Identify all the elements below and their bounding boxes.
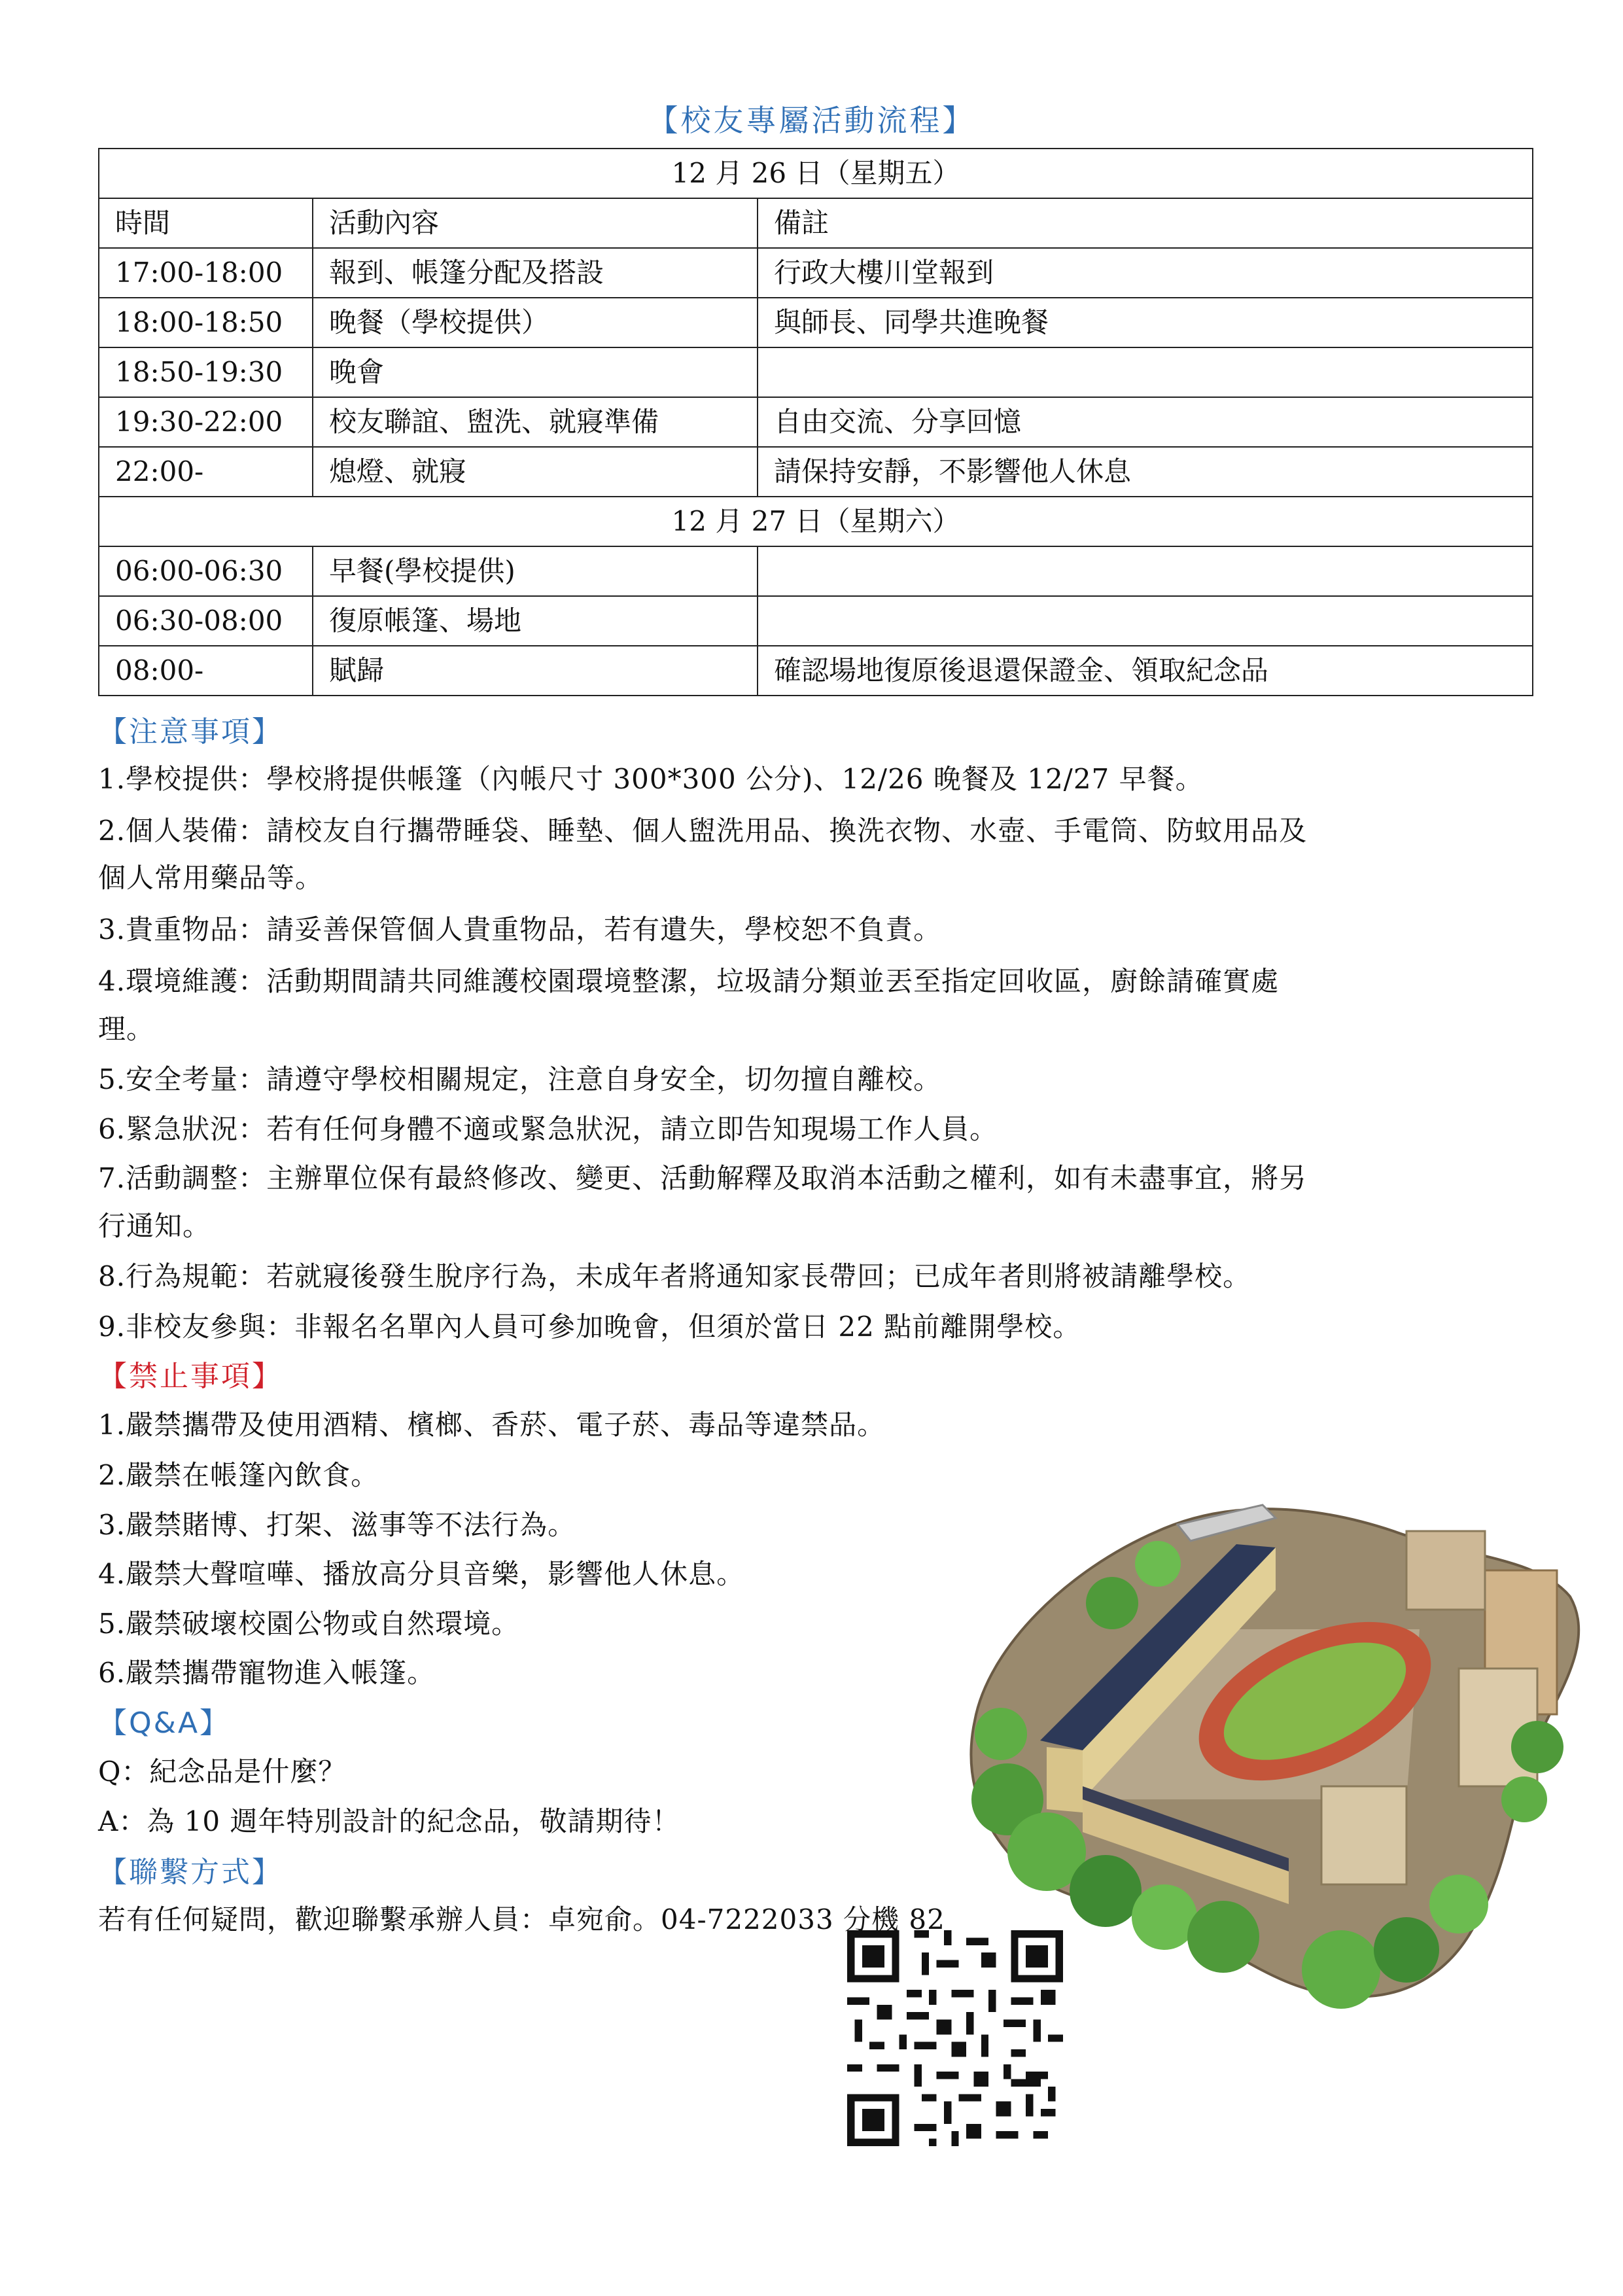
prohibited-line: 2.嚴禁在帳篷內飲食。 bbox=[98, 1459, 379, 1491]
note-cell: 請保持安靜，不影響他人休息 bbox=[758, 447, 1533, 497]
table-row bbox=[99, 546, 1533, 596]
schedule-table bbox=[98, 148, 1533, 696]
time-cell: 18:50-19:30 bbox=[99, 347, 313, 397]
note-cell bbox=[758, 596, 1533, 646]
prohibited-line: 5.嚴禁破壞校園公物或自然環境。 bbox=[98, 1608, 520, 1640]
header-activity: 活動內容 bbox=[313, 198, 758, 248]
note-cell: 與師長、同學共進晚餐 bbox=[758, 298, 1533, 347]
time-cell: 22:00- bbox=[99, 447, 313, 497]
note-line: 5.安全考量：請遵守學校相關規定，注意自身安全，切勿擅自離校。 bbox=[98, 1063, 942, 1095]
note-cell bbox=[758, 347, 1533, 397]
activity-cell: 賦歸 bbox=[313, 646, 758, 696]
note-line: 理。 bbox=[98, 1013, 155, 1045]
contact-text: 若有任何疑問，歡迎聯繫承辦人員：卓宛俞。04-7222033 分機 82 bbox=[98, 1903, 945, 1935]
time-cell: 19:30-22:00 bbox=[99, 397, 313, 447]
qr-code-icon[interactable] bbox=[847, 1930, 1063, 2146]
page-title: 【校友專屬活動流程】 bbox=[648, 103, 975, 138]
day-header-row bbox=[99, 497, 1533, 546]
note-line: 1.學校提供：學校將提供帳篷（內帳尺寸 300*300 公分)、12/26 晚餐及 12/27 早餐。 bbox=[98, 763, 1204, 795]
activity-cell: 報到、帳篷分配及搭設 bbox=[313, 248, 758, 298]
note-cell: 行政大樓川堂報到 bbox=[758, 248, 1533, 298]
note-cell bbox=[758, 546, 1533, 596]
prohibited-line: 6.嚴禁攜帶寵物進入帳篷。 bbox=[98, 1657, 436, 1689]
notes-heading: 【注意事項】 bbox=[98, 715, 283, 749]
time-cell: 06:00-06:30 bbox=[99, 546, 313, 596]
note-line: 個人常用藥品等。 bbox=[98, 862, 324, 894]
table-row bbox=[99, 646, 1533, 696]
prohibited-heading: 【禁止事項】 bbox=[98, 1360, 283, 1393]
day-header: 12 月 26 日（星期五） bbox=[99, 149, 1533, 198]
note-line: 3.貴重物品：請妥善保管個人貴重物品，若有遺失，學校恕不負責。 bbox=[98, 913, 942, 945]
activity-cell: 校友聯誼、盥洗、就寢準備 bbox=[313, 397, 758, 447]
note-line: 4.環境維護：活動期間請共同維護校園環境整潔，垃圾請分類並丟至指定回收區，廚餘請確實處 bbox=[98, 965, 1280, 997]
note-line: 行通知。 bbox=[98, 1210, 211, 1242]
activity-cell: 復原帳篷、場地 bbox=[313, 596, 758, 646]
note-line: 8.行為規範：若就寢後發生脫序行為，未成年者將通知家長帶回；已成年者則將被請離學校。 bbox=[98, 1260, 1251, 1292]
note-line: 7.活動調整：主辦單位保有最終修改、變更、活動解釋及取消本活動之權利，如有未盡事宜，將另 bbox=[98, 1162, 1308, 1194]
prohibited-line: 1.嚴禁攜帶及使用酒精、檳榔、香菸、電子菸、毒品等違禁品。 bbox=[98, 1409, 886, 1441]
day-header-row bbox=[99, 149, 1533, 198]
note-cell: 確認場地復原後退還保證金、領取紀念品 bbox=[758, 646, 1533, 696]
qa-question: Q：紀念品是什麼？ bbox=[98, 1756, 347, 1788]
day-header: 12 月 27 日（星期六） bbox=[99, 497, 1533, 546]
table-row bbox=[99, 248, 1533, 298]
contact-heading: 【聯繫方式】 bbox=[98, 1856, 283, 1889]
header-note: 備註 bbox=[758, 198, 1533, 248]
time-cell: 18:00-18:50 bbox=[99, 298, 313, 347]
table-row bbox=[99, 447, 1533, 497]
school-campus-illustration bbox=[949, 1433, 1590, 2009]
time-cell: 17:00-18:00 bbox=[99, 248, 313, 298]
activity-cell: 晚餐（學校提供） bbox=[313, 298, 758, 347]
note-cell: 自由交流、分享回憶 bbox=[758, 397, 1533, 447]
note-line: 6.緊急狀況：若有任何身體不適或緊急狀況，請立即告知現場工作人員。 bbox=[98, 1113, 998, 1145]
qa-answer: A：為 10 週年特別設計的紀念品，敬請期待！ bbox=[98, 1805, 680, 1837]
activity-cell: 熄燈、就寢 bbox=[313, 447, 758, 497]
activity-cell: 早餐(學校提供) bbox=[313, 546, 758, 596]
prohibited-line: 3.嚴禁賭博、打架、滋事等不法行為。 bbox=[98, 1509, 576, 1541]
time-cell: 08:00- bbox=[99, 646, 313, 696]
table-row bbox=[99, 397, 1533, 447]
note-line: 2.個人裝備：請校友自行攜帶睡袋、睡墊、個人盥洗用品、換洗衣物、水壺、手電筒、防蚊用品及 bbox=[98, 815, 1308, 847]
time-cell: 06:30-08:00 bbox=[99, 596, 313, 646]
column-header-row bbox=[99, 198, 1533, 248]
qa-heading: 【Q&A】 bbox=[98, 1706, 231, 1740]
table-row bbox=[99, 298, 1533, 347]
header-time: 時間 bbox=[99, 198, 313, 248]
note-line: 9.非校友參與：非報名名單內人員可參加晚會，但須於當日 22 點前離開學校。 bbox=[98, 1311, 1081, 1343]
table-row bbox=[99, 347, 1533, 397]
prohibited-line: 4.嚴禁大聲喧嘩、播放高分貝音樂，影響他人休息。 bbox=[98, 1558, 745, 1590]
table-row bbox=[99, 596, 1533, 646]
activity-cell: 晚會 bbox=[313, 347, 758, 397]
